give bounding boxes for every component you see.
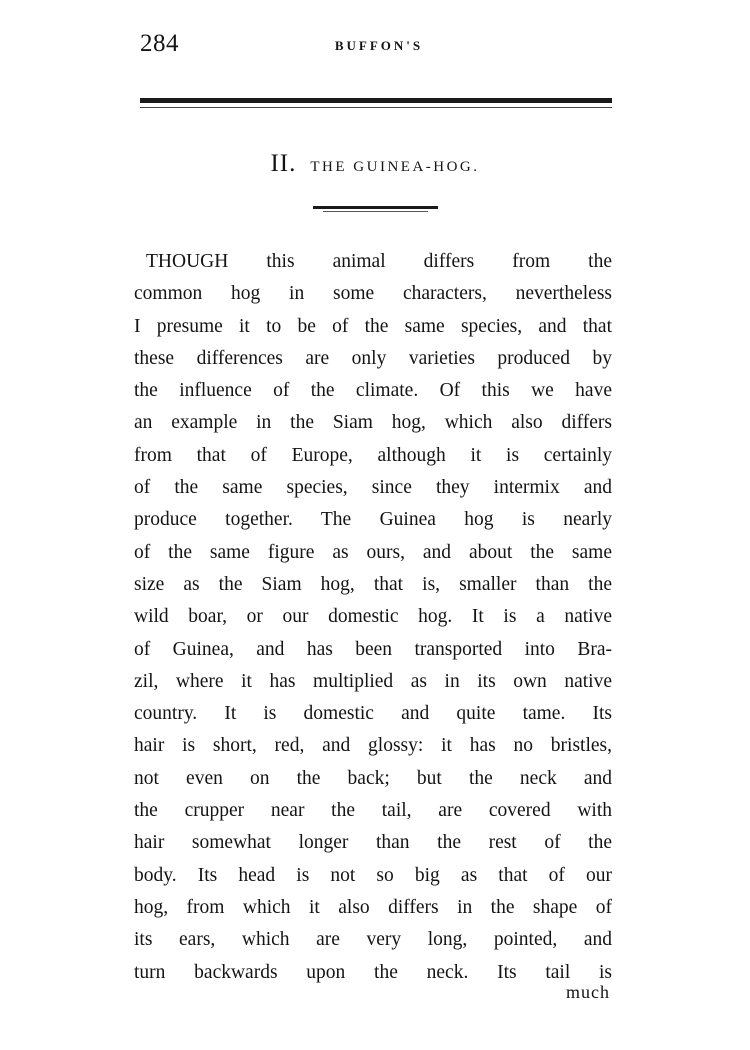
text-line: country. It is domestic and quite tame. Its — [134, 703, 612, 725]
text-line: common hog in some characters, nevertheless — [134, 283, 612, 305]
text-line: turn backwards upon the neck. Its tail is — [134, 961, 612, 983]
text-line: hair somewhat longer than the rest of the — [134, 832, 612, 854]
header-rule — [140, 98, 612, 103]
ornament-bar — [313, 206, 438, 209]
text-line: from that of Europe, although it is certainly — [134, 444, 612, 466]
text-line: hair is short, red, and glossy: it has no bristles, — [134, 735, 612, 757]
chapter-title: THE GUINEA-HOG. — [310, 159, 480, 175]
text-line: of the same figure as ours, and about the same — [134, 541, 612, 563]
text-line: of the same species, since they intermix and — [134, 477, 612, 499]
page-number: 284 — [140, 30, 179, 57]
text-line: I presume it to be of the same species, and that — [134, 315, 612, 337]
text-line: zil, where it has multiplied as in its own native — [134, 670, 612, 692]
text-line: produce together. The Guinea hog is nearly — [134, 509, 612, 531]
chapter-heading — [0, 150, 750, 178]
chapter-number: II. — [270, 150, 297, 177]
body-text — [134, 246, 612, 989]
text-line: hog, from which it also differs in the shape of — [134, 896, 612, 918]
text-line: not even on the back; but the neck and — [134, 767, 612, 789]
text-line: the crupper near the tail, are covered with — [134, 800, 612, 822]
text-line: size as the Siam hog, that is, smaller than the — [134, 573, 612, 595]
text-line: wild boar, or our domestic hog. It is a native — [134, 606, 612, 628]
text-line: these differences are only varieties produced by — [134, 347, 612, 369]
text-line: an example in the Siam hog, which also differs — [134, 412, 612, 434]
header-rule-thin — [140, 107, 612, 108]
ornament-divider — [313, 206, 438, 214]
text-line: the influence of the climate. Of this we have — [134, 380, 612, 402]
text-line: of Guinea, and has been transported into Bra- — [134, 638, 612, 660]
text-line: body. Its head is not so big as that of our — [134, 864, 612, 886]
text-line: THOUGH this animal differs from the — [146, 251, 612, 272]
ornament-bar-thin — [323, 211, 428, 212]
running-head: BUFFON'S — [334, 38, 424, 53]
text-line: its ears, which are very long, pointed, and — [134, 929, 612, 951]
catchword: much — [566, 982, 610, 1002]
